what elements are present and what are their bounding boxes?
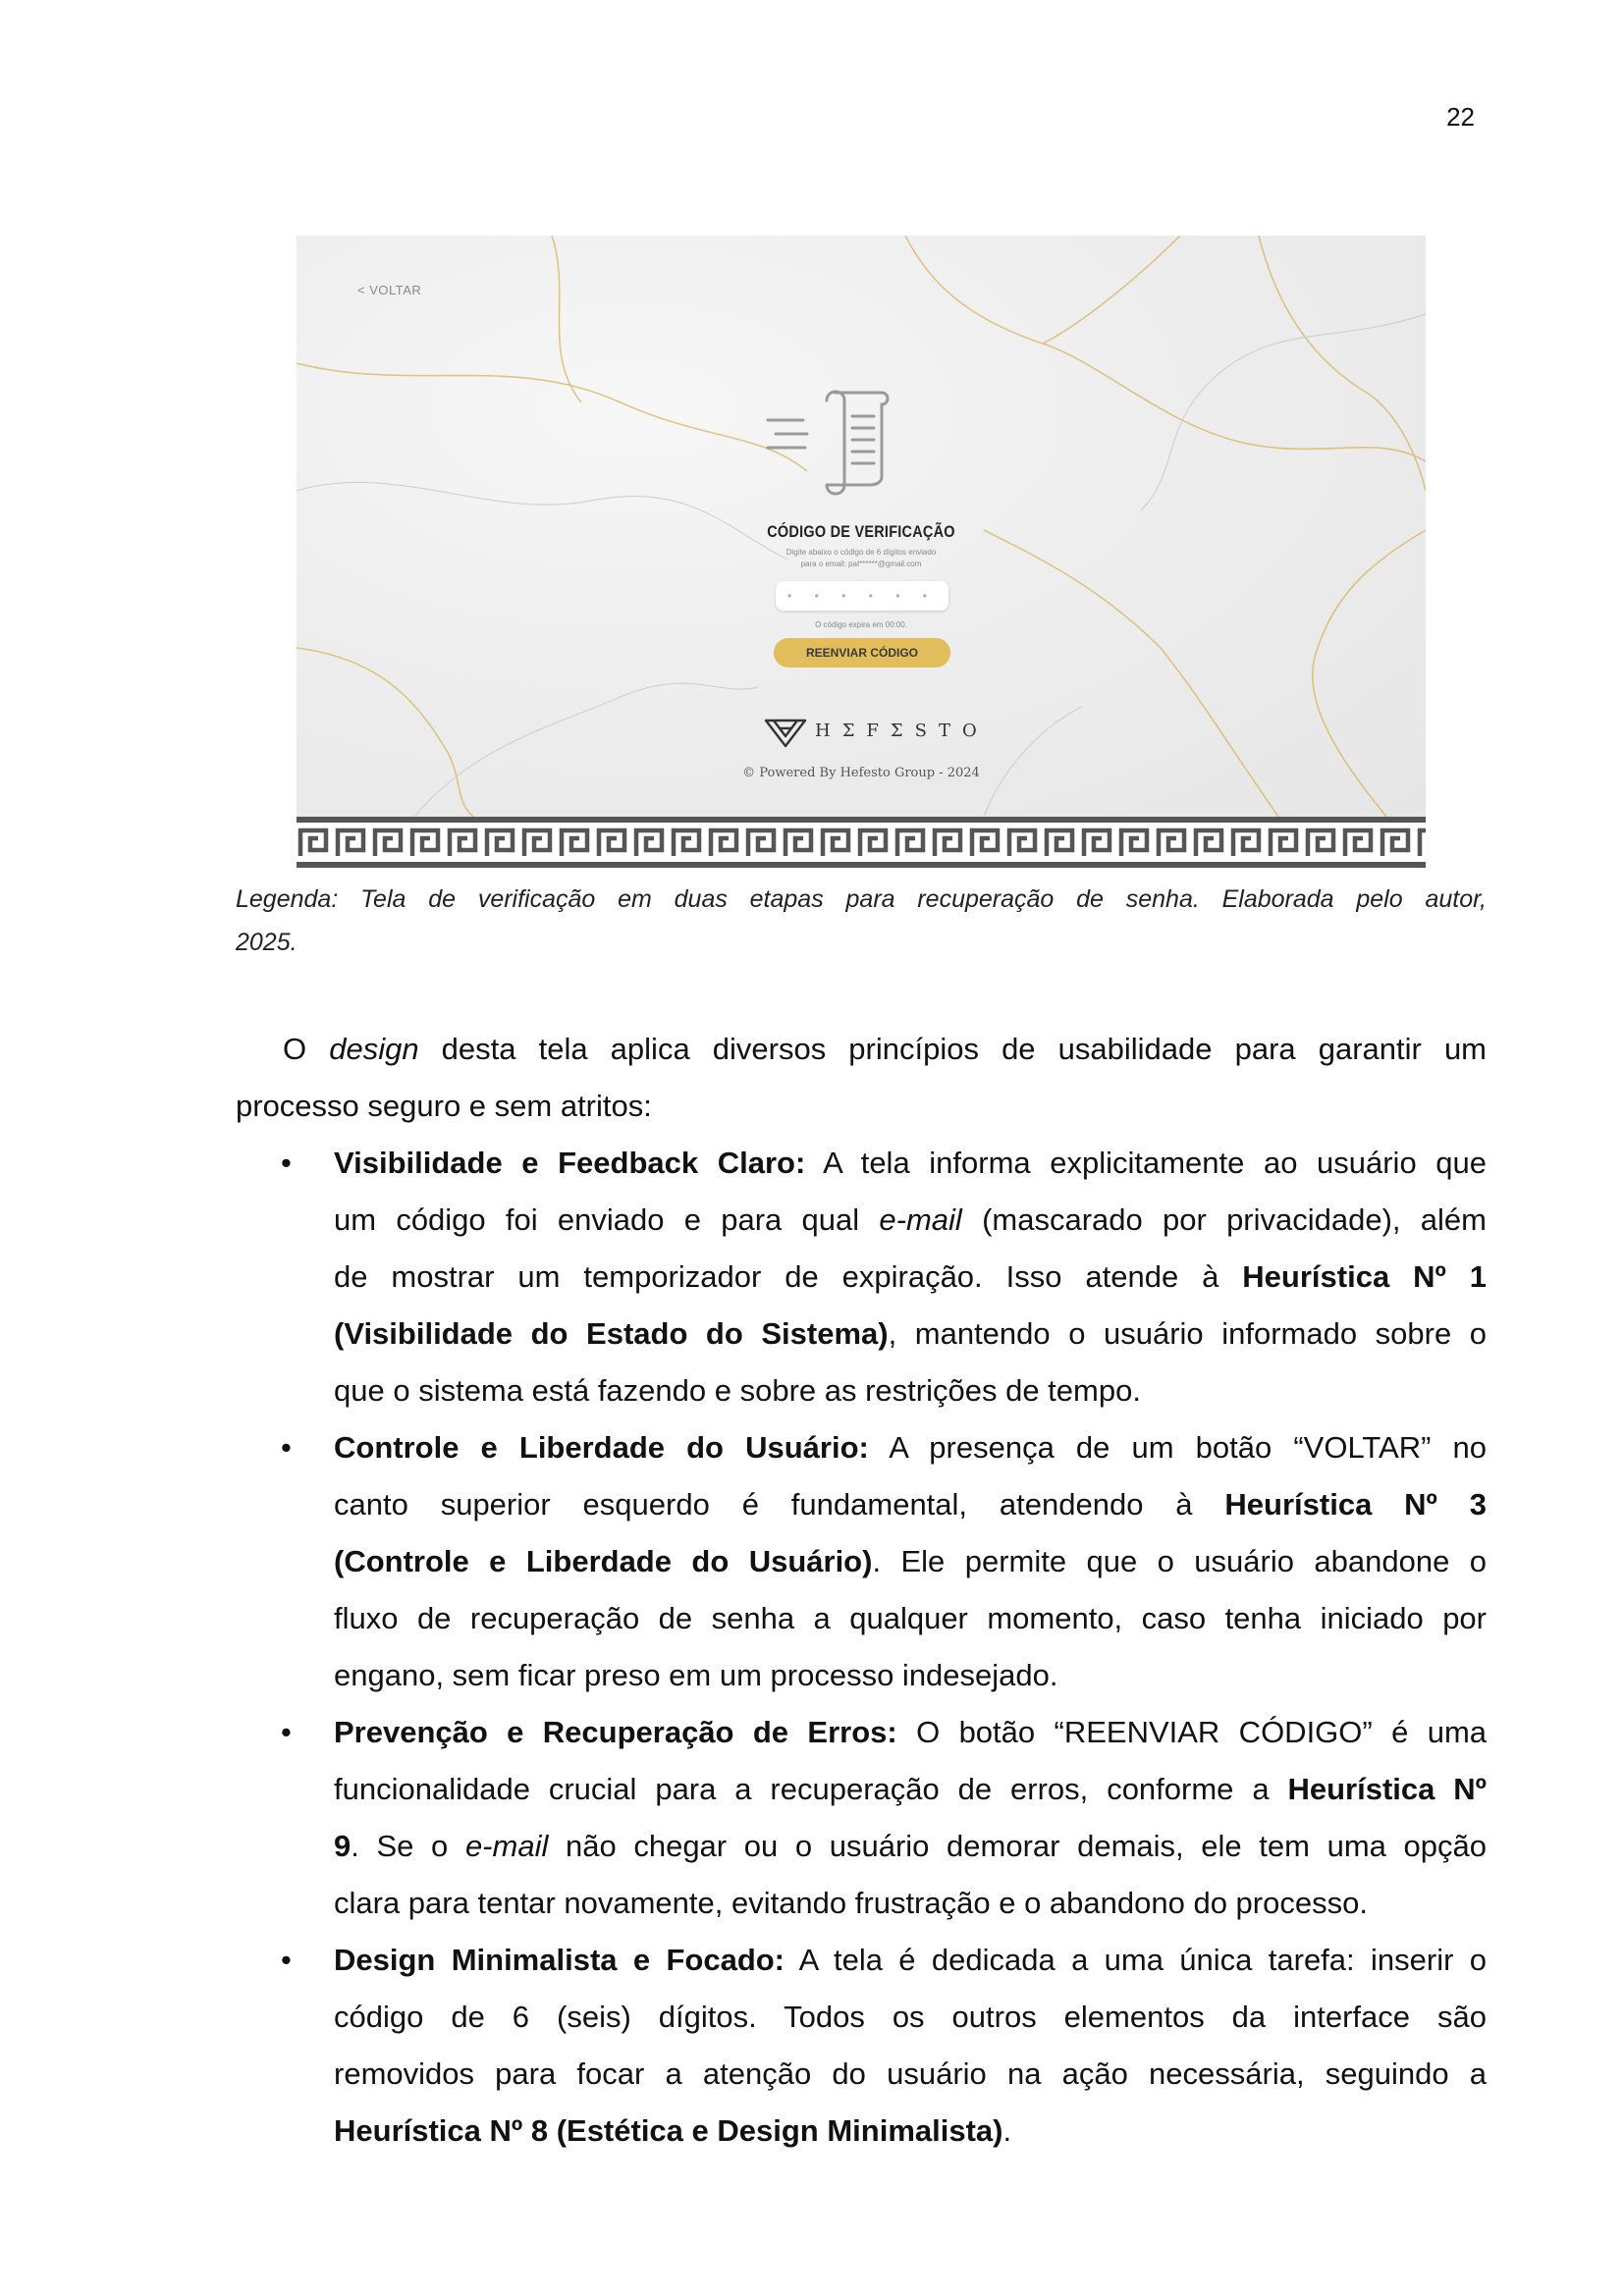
- list-item: • Visibilidade e Feedback Claro: A tela informa explicitamente ao usuário que um código foi enviado e para qual e-mail (mascarado por privacidade), além de mostrar um temporizador de expiração. Isso atende à Heurística Nº 1 (Visibilidade do Estado do Sistema), mantendo o usuário informado sobre o que o sistema está fazendo e sobre as restrições de tempo.: [236, 1135, 1487, 1419]
- list-item: • Design Minimalista e Focado: A tela é dedicada a uma única tarefa: inserir o código de 6 (seis) dígitos. Todos os outros elementos da interface são removidos para focar a atenção do usuário na ação necessária, seguindo a Heurística Nº 8 (Estética e Design Minimalista).: [236, 1932, 1487, 2160]
- chevron-left-icon: <: [357, 283, 366, 297]
- intro-paragraph: [236, 1021, 1487, 1135]
- caption-line-2: 2025.: [236, 929, 298, 956]
- caption-line-1: Legenda: Tela de verificação em duas etapas para recuperação de senha. Elaborada pelo autor,: [236, 885, 1487, 913]
- page-number: 22: [1446, 102, 1475, 132]
- resend-code-button[interactable]: REENVIAR CÓDIGO: [774, 638, 950, 667]
- back-label: VOLTAR: [369, 283, 422, 297]
- brand-name: HΣFΣSTO: [815, 721, 989, 741]
- body-text: [236, 1021, 1487, 2160]
- greek-key-border: [297, 817, 1426, 868]
- bullet-list: [236, 1135, 1487, 2160]
- intro-line-2: processo seguro e sem atritos:: [236, 1089, 652, 1123]
- marble-background: [297, 236, 1426, 817]
- instruction-text-2: para o email: pat******@gmail.com: [800, 560, 922, 568]
- code-input[interactable]: • • • • • •: [776, 581, 948, 611]
- back-button[interactable]: [357, 283, 421, 297]
- list-item: • Controle e Liberdade do Usuário: A presença de um botão “VOLTAR” no canto superior esquerdo é fundamental, atendendo à Heurística Nº 3 (Controle e Liberdade do Usuário). Ele permite que o usuário abandone o fluxo de recuperação de senha a qualquer momento, caso tenha iniciado por engano, sem ficar preso em um processo indesejado.: [236, 1419, 1487, 1704]
- expiry-timer-text: O código expira em 00:00.: [815, 620, 907, 629]
- verification-screen-figure: [297, 236, 1426, 868]
- verification-title: CÓDIGO DE VERIFICAÇÃO: [767, 522, 955, 541]
- powered-by-text: © Powered By Hefesto Group - 2024: [742, 766, 980, 780]
- scroll-icon: [766, 383, 903, 507]
- hefesto-logo-icon: [764, 715, 807, 750]
- figure-caption: [236, 878, 1487, 964]
- instruction-text-1: Digite abaixo o código de 6 dígitos enviado: [785, 548, 937, 557]
- list-item: • Prevenção e Recuperação de Erros: O botão “REENVIAR CÓDIGO” é uma funcionalidade crucial para a recuperação de erros, conforme a Heurística Nº 9. Se o e-mail não chegar ou o usuário demorar demais, ele tem uma opção clara para tentar novamente, evitando frustração e o abandono do processo.: [236, 1704, 1487, 1932]
- intro-line-1: O design desta tela aplica diversos princípios de usabilidade para garantir um: [283, 1032, 1488, 1066]
